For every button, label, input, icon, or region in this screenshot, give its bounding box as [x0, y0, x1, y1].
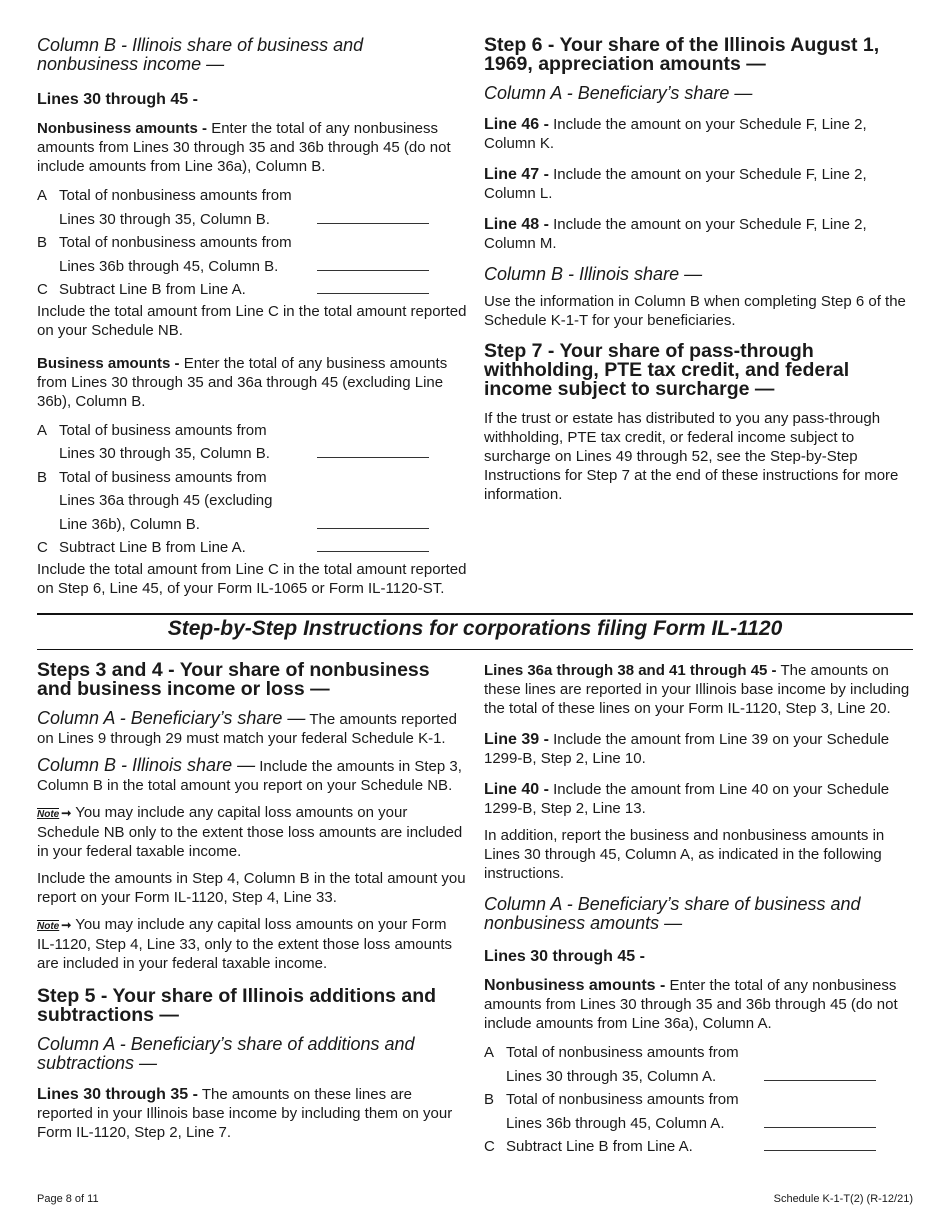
lines-heading: Lines 30 through 45 -	[484, 948, 645, 965]
addition-text: In addition, report the business and nonbusiness amounts in Lines 30 through 45, Column A, as indicated in the following instructions.	[484, 827, 885, 882]
label: Nonbusiness amounts -	[484, 977, 666, 994]
row-letter: B	[484, 1091, 495, 1108]
worksheet-row	[484, 1041, 919, 1065]
text: Include the amount on your Schedule F, Line 2, Column K.	[484, 116, 867, 152]
worksheet-row	[37, 278, 467, 302]
amount-blank[interactable]	[764, 1065, 876, 1081]
arrow-icon: ➞	[61, 806, 72, 820]
row-letter: A	[37, 187, 48, 204]
worksheet-row	[37, 208, 467, 232]
row-text: Lines 36a through 45 (excluding	[59, 492, 273, 509]
bottom-right-column	[484, 661, 919, 1159]
business-paragraph	[37, 354, 467, 411]
row-letter	[37, 442, 59, 466]
steps34-heading: Steps 3 and 4 - Your share of nonbusiness and business income or loss —	[37, 659, 430, 700]
worksheet-row	[37, 255, 467, 279]
text: The amounts reported on Lines 9 through 29 must match your federal Schedule K-1.	[37, 711, 457, 747]
worksheet-row	[37, 466, 467, 490]
arrow-icon: ➞	[61, 918, 72, 932]
note-icon: Note	[37, 809, 60, 820]
worksheet-row	[37, 489, 467, 513]
worksheet-row	[484, 1135, 919, 1159]
text: Enter the total of any nonbusiness amounts from Lines 30 through 35 and 36b through 45 (do not include amounts from Line 36a), Column A.	[484, 977, 898, 1032]
row-letter: C	[37, 539, 48, 556]
row-letter: B	[37, 234, 48, 251]
line-48	[484, 215, 919, 253]
amount-blank[interactable]	[317, 255, 429, 271]
lines-30-35	[37, 1085, 467, 1142]
nonbusiness-after: Include the total amount from Line C in the total amount reported on your Schedule NB.	[37, 302, 467, 339]
row-letter	[37, 489, 59, 513]
nonbusiness-worksheet	[484, 1041, 919, 1159]
text: You may include any capital loss amounts on your Schedule NB only to the extent those loss amounts are included in your federal taxable income.	[37, 804, 463, 860]
row-letter: A	[484, 1044, 495, 1061]
page-number: Page 8 of 11	[37, 1193, 99, 1205]
note-2	[37, 915, 467, 973]
line-40	[484, 780, 919, 818]
label: Line 46 -	[484, 116, 549, 133]
row-text: Lines 36b through 45, Column B.	[59, 257, 279, 275]
worksheet-row	[484, 1112, 919, 1136]
row-text: Total of nonbusiness amounts from	[506, 1091, 739, 1108]
label: Lines 36a through 38 and 41 through 45 -	[484, 662, 777, 679]
top-left-column	[37, 36, 467, 606]
step5-column-a: Column A - Beneficiary’s share of additions and subtractions —	[37, 1034, 415, 1073]
row-text: Total of nonbusiness amounts from	[59, 187, 292, 204]
step5-heading: Step 5 - Your share of Illinois additions and subtractions —	[37, 985, 437, 1026]
column-b-heading: Column B - Illinois share of business and nonbusiness income —	[37, 35, 364, 74]
row-letter	[484, 1112, 506, 1136]
amount-blank[interactable]	[317, 442, 429, 458]
row-letter	[37, 208, 59, 232]
row-letter: C	[37, 281, 48, 298]
row-letter	[37, 255, 59, 279]
text: The amounts on these lines are reported in your Illinois base income by including the total of these lines on your Form IL-1120, Step 3, Line 20.	[484, 662, 910, 717]
text: Enter the total of any business amounts from Lines 30 through 35 and 36a through 45 (excluding Line 36b), Column B.	[37, 354, 448, 410]
row-letter: C	[484, 1138, 495, 1155]
row-text: Lines 30 through 35, Column A.	[506, 1067, 717, 1085]
row-text: Subtract Line B from Line A.	[59, 281, 246, 298]
column-b-paragraph	[37, 756, 467, 795]
worksheet-row	[37, 536, 467, 560]
amount-blank[interactable]	[317, 208, 429, 224]
worksheet-row	[37, 442, 467, 466]
nonbusiness-worksheet	[37, 184, 467, 302]
row-text: Total of nonbusiness amounts from	[59, 234, 292, 251]
column-a-paragraph	[37, 709, 467, 748]
worksheet-row	[484, 1088, 919, 1112]
row-text: Subtract Line B from Line A.	[59, 539, 246, 556]
row-letter: B	[37, 468, 48, 486]
include-text: Include the amounts in Step 4, Column B in the total amount you report on your Form IL-1120, Step 4, Line 33.	[37, 870, 466, 906]
label: Line 47 -	[484, 166, 549, 183]
worksheet-row	[37, 184, 467, 208]
note-icon: Note	[37, 921, 60, 932]
step7-heading: Step 7 - Your share of pass-through withholding, PTE tax credit, and federal income subject to surcharge —	[484, 340, 850, 400]
row-letter: A	[37, 421, 48, 439]
worksheet-row	[37, 419, 467, 443]
row-text: Subtract Line B from Line A.	[506, 1138, 693, 1155]
row-text: Total of business amounts from	[59, 421, 267, 439]
step7-text: If the trust or estate has distributed to you any pass-through withholding, PTE tax credit, or federal income subject to surcharge on Lines 49 through 52, see the Step-by-Step Instructions for Step 7 at the end of these instructions for more information.	[484, 410, 899, 503]
text: The amounts on these lines are reported in your Illinois base income by including them on your Form IL-1120, Step 2, Line 7.	[37, 1086, 453, 1141]
row-letter	[484, 1065, 506, 1089]
worksheet-row	[484, 1065, 919, 1089]
amount-blank[interactable]	[317, 536, 429, 552]
nonbusiness-paragraph	[37, 119, 467, 176]
label: Lines 30 through 35 -	[37, 1086, 198, 1103]
text: Include the amounts in Step 3, Column B in the total amount you report on your Schedule NB.	[37, 758, 462, 794]
business-worksheet	[37, 419, 467, 560]
line-46	[484, 115, 919, 153]
amount-blank[interactable]	[764, 1112, 876, 1128]
column-b-heading: Column B - Illinois share —	[484, 264, 703, 284]
section-title: Step-by-Step Instructions for corporations filing Form IL-1120	[167, 617, 783, 640]
row-text: Lines 30 through 35, Column B.	[59, 445, 270, 462]
row-text: Total of business amounts from	[59, 468, 267, 486]
label: Business amounts -	[37, 354, 180, 372]
line-39	[484, 730, 919, 768]
divider	[37, 613, 913, 615]
nonbusiness-paragraph	[484, 976, 919, 1033]
row-text: Total of nonbusiness amounts from	[506, 1044, 739, 1061]
label: Line 39 -	[484, 731, 549, 748]
text: Include the amount from Line 40 on your Schedule 1299-B, Step 2, Line 13.	[484, 781, 890, 817]
step6-heading: Step 6 - Your share of the Illinois August 1, 1969, appreciation amounts —	[484, 34, 880, 75]
lines-36a-45	[484, 661, 919, 718]
business-after: Include the total amount from Line C in the total amount reported on Step 6, Line 45, of your Form IL-1065 or Form IL-1120-ST.	[37, 560, 467, 597]
label: Line 48 -	[484, 216, 549, 233]
divider	[37, 649, 913, 650]
text: Include the amount on your Schedule F, Line 2, Column L.	[484, 166, 867, 202]
label: Line 40 -	[484, 781, 549, 798]
amount-blank[interactable]	[317, 278, 429, 294]
label: Column B - Illinois share —	[37, 755, 256, 775]
text: Include the amount from Line 39 on your Schedule 1299-B, Step 2, Line 10.	[484, 731, 890, 767]
amount-blank[interactable]	[764, 1135, 876, 1151]
top-right-column	[484, 36, 919, 512]
row-letter	[37, 513, 59, 537]
bottom-left-column	[37, 661, 467, 1150]
label: Column A - Beneficiary’s share —	[37, 708, 306, 728]
form-id: Schedule K-1-T(2) (R-12/21)	[773, 1193, 913, 1205]
column-a-heading: Column A - Beneficiary’s share —	[484, 83, 753, 103]
row-text: Line 36b), Column B.	[59, 515, 200, 533]
column-b-text: Use the information in Column B when completing Step 6 of the Schedule K-1-T for your beneficiaries.	[484, 293, 906, 329]
amount-blank[interactable]	[317, 513, 429, 529]
text: Enter the total of any nonbusiness amounts from Lines 30 through 35 and 36b through 45 (do not include amounts from Line 36a), Column B.	[37, 120, 451, 175]
note-1	[37, 803, 467, 861]
row-text: Lines 36b through 45, Column A.	[506, 1114, 725, 1132]
worksheet-row	[37, 513, 467, 537]
text: You may include any capital loss amounts on your Form IL-1120, Step 4, Line 33, only to the extent those loss amounts are included in your federal taxable income.	[37, 916, 452, 972]
worksheet-row	[37, 231, 467, 255]
label: Nonbusiness amounts -	[37, 120, 208, 137]
lines-heading: Lines 30 through 45 -	[37, 91, 198, 108]
column-a-heading: Column A - Beneficiary’s share of business and nonbusiness amounts —	[484, 894, 861, 933]
text: Include the amount on your Schedule F, Line 2, Column M.	[484, 216, 867, 252]
line-47	[484, 165, 919, 203]
row-text: Lines 30 through 35, Column B.	[59, 210, 270, 228]
